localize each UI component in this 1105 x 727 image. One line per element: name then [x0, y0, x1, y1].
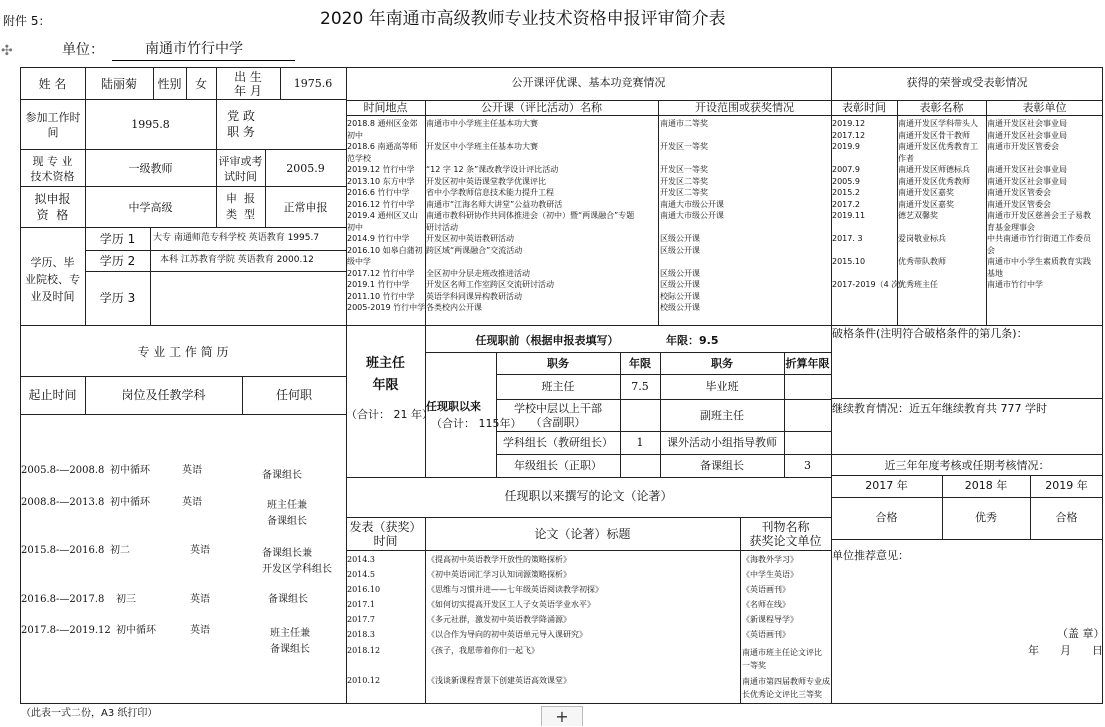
birth-value: 1975.6 — [293, 77, 333, 90]
lessons-header-range: 开设范围或获奖情况 — [695, 101, 794, 114]
duty-cell: 学科组长（教研组长） — [503, 436, 613, 449]
paper-title: 《浅谈新课程背景下创建英语高效课堂》 — [427, 676, 571, 685]
duty-cell: 课外活动小组指导教师 — [667, 436, 777, 449]
paper-title: 《孩子，我愿带着你们一起飞》 — [427, 646, 539, 655]
assess-label: 近三年年度考核或任期考核情况： — [884, 459, 1050, 472]
footer-note: （此表一式二份，A3 纸打印） — [21, 708, 158, 719]
paper-date: 2014.5 — [347, 570, 375, 579]
eval-value: 2005.9 — [286, 162, 325, 175]
honors-title: 获得的荣誉或受表彰情况 — [906, 76, 1028, 89]
assess-year: 2018 年 — [964, 479, 1008, 492]
duty-cell: 3 — [804, 459, 811, 472]
paper-title: 《多元社群，激发初中英语教学降涌源》 — [427, 615, 571, 624]
assess-result: 优秀 — [975, 511, 997, 524]
apply-value: 中学高级 — [128, 201, 173, 214]
edu-1-value: 大专 南通师范专科学校 英语教育 1995.7 — [153, 233, 320, 243]
edu-2-value: 本科 江苏教育学院 英语教育 2000.12 — [160, 255, 314, 265]
break-label: 破格条件(注明符合破格条件的第几条)： — [832, 327, 1028, 340]
title-value: 一级教师 — [128, 162, 173, 175]
paper-title: 《以合作为导向的初中英语单元导入课研究》 — [427, 630, 587, 639]
career-row-post: 初中循环 — [110, 497, 150, 508]
career-row-post: 初二 — [110, 545, 130, 556]
unit-label: 单位： — [62, 42, 104, 58]
paper-date: 2017.7 — [347, 615, 375, 624]
paper-journal: 《新课程导学》 — [742, 615, 798, 624]
assess-result: 合格 — [1055, 511, 1078, 524]
career-row-role: 备课组长 — [262, 470, 302, 481]
career-row-post: 初三 — [116, 594, 136, 605]
party-label: 党 政 职 务 — [227, 109, 255, 139]
honors-col-name: 南通开发区学科带头人 南通开发区骨干教师 南通开发区优秀教育工 作者 南通开发区师德标兵 南通开发区优秀教师 南通开发区嘉奖 南通开发区嘉奖 德艺双馨奖 爱岗敬业标兵 优秀带队教师 优秀班主任 — [898, 119, 978, 289]
duty-cell: 副班主任 — [700, 409, 744, 422]
career-row-role: 班主任兼 备课组长 — [270, 628, 310, 655]
duty-cell: 年级组长（正职） — [514, 459, 602, 472]
duty-label: 班主任 年限 — [365, 356, 405, 393]
career-title: 专 业 工 作 简 历 — [137, 345, 229, 359]
duty-cell: 毕业班 — [705, 380, 739, 393]
assess-year: 2017 年 — [865, 479, 908, 492]
paper-title: 《如何切实提高开发区工人子女英语学业水平》 — [427, 600, 595, 609]
drag-handle-icon[interactable]: ✣ — [1, 43, 13, 59]
career-header-period: 起止时间 — [28, 388, 77, 402]
career-row-period: 2005.8-—2008.8 — [21, 465, 105, 476]
career-row-role: 备课组长兼 开发区学科组长 — [262, 548, 332, 575]
paper-journal: 《中学生英语》 — [742, 570, 798, 579]
duty-cell: 班主任 — [541, 380, 575, 393]
duty-total: （合计： 21 年） — [346, 408, 433, 421]
career-row-role: 班主任兼 备课组长 — [267, 500, 307, 527]
lessons-title: 公开课评优课、基本功竞赛情况 — [511, 76, 666, 89]
apply-label: 拟申报 资 格 — [34, 192, 71, 222]
paper-journal: 《海教外学习》 — [742, 555, 798, 564]
paper-date: 2017.1 — [347, 600, 375, 609]
paper-date: 2010.12 — [347, 676, 381, 685]
edu-1-label: 学历 1 — [99, 232, 136, 246]
lessons-header-time: 时间地点 — [363, 101, 408, 114]
edu-2-label: 学历 2 — [99, 254, 136, 268]
page-title: 2020 年南通市高级教师专业技术资格申报评审简介表 — [320, 9, 726, 29]
career-row-post: 初中循环 — [110, 465, 150, 476]
duty-cell: 1 — [636, 436, 644, 449]
type-label: 申 报 类 型 — [226, 192, 255, 221]
type-value: 正常申报 — [283, 201, 328, 214]
add-sheet-button[interactable]: + — [541, 706, 583, 726]
career-row-period: 2016.8-—2017.8 — [21, 594, 105, 605]
paper-title: 《初中英语词汇学习认知词源策略探析》 — [427, 570, 571, 579]
duty-years: 年限：9.5 — [666, 334, 719, 347]
career-row-subject: 英语 — [182, 497, 202, 508]
paper-journal: 《名师在线》 — [742, 600, 790, 609]
career-row-subject: 英语 — [190, 594, 210, 605]
honors-col-time: 2019.12 2017.12 2019.9 2007.9 2005.9 2015.2 2017.2 2019.11 2017. 3 2015.10 2017-2019（4 次） — [832, 119, 908, 289]
seal-label: （盖 章） — [1057, 627, 1105, 640]
honors-header-unit: 表彰单位 — [1022, 101, 1067, 114]
career-header-post: 岗位及任教学科 — [121, 388, 206, 402]
lessons-col-range: 南通市二等奖 开发区一等奖 开发区一等奖 开发区二等奖 开发区二等奖 南通大市级公开课 南通大市级公开课 区级公开课 区级公开课 区级公开课 区级公开课 校际公开课 校级公开课 — [660, 119, 724, 312]
paper-title: 《提高初中英语教学开放性的策略探析》 — [427, 555, 571, 564]
paper-journal: 南通市第四届教师专业成 长优秀论文评比三等奖 — [742, 677, 830, 699]
date-line: 年 月 日 — [1028, 644, 1103, 657]
duty-header-converted: 折算年限 — [785, 357, 830, 370]
career-header-role: 任何职 — [275, 388, 312, 402]
duty-period-title: 任现职前（根据申报表填写） — [475, 334, 619, 347]
paper-date: 2018.12 — [347, 646, 381, 655]
paper-title: 《思维与习惯并进——七年级英语阅读教学初探》 — [427, 585, 603, 594]
paper-date: 2018.3 — [347, 630, 375, 639]
paper-date: 2014.3 — [347, 555, 375, 564]
edu-3-label: 学历 3 — [99, 291, 136, 305]
work-start-value: 1995.8 — [131, 118, 170, 131]
paper-journal: 南通市班主任论文评比 一等奖 — [742, 648, 822, 670]
recommend-label: 单位推荐意见： — [832, 549, 909, 562]
paper-journal: 《英语画刊》 — [742, 630, 790, 639]
attachment-label: 附件 5： — [3, 14, 51, 28]
honors-header-name: 表彰名称 — [919, 101, 964, 114]
duty-cell: 备课组长 — [700, 459, 744, 472]
lessons-col-time: 2018.8 通州区金郊 初中 2018.6 南通高等师 范学校 2019.12 竹行中学 2013.10 东方中学 2016.6 竹行中学 2016.12 竹行中学 2019.4 通州区又山 初中 2014.9 竹行中学 2016.10 如皋白蒲初 级中学 2017.12 竹行中学 2019.1 竹行中学 2011.10 竹行中学 2005-2019 竹行中学 — [347, 119, 426, 312]
assess-result: 合格 — [875, 511, 898, 524]
paper-date: 2016.10 — [347, 585, 381, 594]
duty-header-post2: 职务 — [711, 357, 733, 370]
career-row-subject: 英语 — [190, 545, 210, 556]
honors-header-time: 表彰时间 — [842, 101, 886, 114]
career-row-subject: 英语 — [190, 625, 210, 636]
duty-header-years: 年限 — [629, 357, 651, 370]
name-label: 姓 名 — [38, 77, 67, 91]
papers-header-journal: 刊物名称 获奖论文单位 — [749, 520, 822, 548]
edu-hours-label: 继续教育情况：近五年继续教育共 777 学时 — [832, 402, 1047, 415]
duty-since-label: 任现职以来 — [426, 400, 481, 413]
edu-group-label: 学历、毕 业院校、专 业及时间 — [25, 256, 80, 303]
duty-cell: 学校中层以上干部 （含副职） — [514, 402, 602, 429]
career-row-period: 2017.8-—2019.12 — [21, 625, 111, 636]
duty-cell: 7.5 — [631, 380, 649, 393]
duty-header-post: 职务 — [547, 357, 569, 370]
unit-value: 南通市竹行中学 — [145, 41, 243, 57]
lessons-col-name: 南通市中小学班主任基本功大赛 开发区中小学班主任基本功大赛 “12 字 12 条”课改教学设计评比活动 开发区初中英语课堂教学优课评比 省中小学教师信息技术能力提升工程 南通市“江海名师大讲堂”公益功教研活 南通市教科研协作共同体推进会（初中）暨“两课融合”专题 研讨活动 开发区初中英语教研活动 跨区域“两课融合”交流活动 全区初中分层走班改推进活动 开发区名师工作室跨区交流研讨活动 英语学科同课异构教研活动 各类校内公开课 — [426, 119, 635, 312]
papers-header-title: 论文（论著）标题 — [534, 527, 631, 541]
career-row-period: 2008.8-—2013.8 — [21, 497, 105, 508]
gender-label: 性别 — [157, 77, 182, 91]
assess-year: 2019 年 — [1045, 479, 1088, 492]
name-value: 陆丽菊 — [100, 77, 137, 91]
gender-value: 女 — [194, 77, 207, 91]
birth-label: 出 生 年 月 — [234, 70, 262, 98]
paper-journal: 《英语画刊》 — [742, 585, 790, 594]
honors-col-unit: 南通开发区社会事业局 南通开发区社会事业局 南通市开发区管委会 南通开发区社会事业局 南通开发区社会事业局 南通开发区管委会 南通开发区管委会 南通市开发区慈善会王子易教 育基金理事会 中共南通市竹行街道工作委员 会 南通市中小学生素质教育实践 基地 南通市竹行中学 — [987, 119, 1091, 289]
career-row-subject: 英语 — [182, 465, 202, 476]
career-row-period: 2015.8-—2016.8 — [21, 545, 105, 556]
title-label: 现 专 业 技术资格 — [30, 155, 75, 183]
duty-since-total: （合计： 115年） — [431, 417, 522, 430]
papers-header-date: 发表（获奖） 时间 — [349, 520, 422, 548]
career-row-role: 备课组长 — [268, 594, 308, 605]
papers-title: 任现职以来撰写的论文（论著） — [504, 489, 673, 503]
lessons-header-name: 公开课（评比活动）名称 — [481, 101, 602, 114]
work-start-label: 参加工作时间 — [25, 111, 81, 139]
eval-label: 评审或考 试时间 — [218, 155, 263, 183]
career-row-post: 初中循环 — [116, 625, 156, 636]
